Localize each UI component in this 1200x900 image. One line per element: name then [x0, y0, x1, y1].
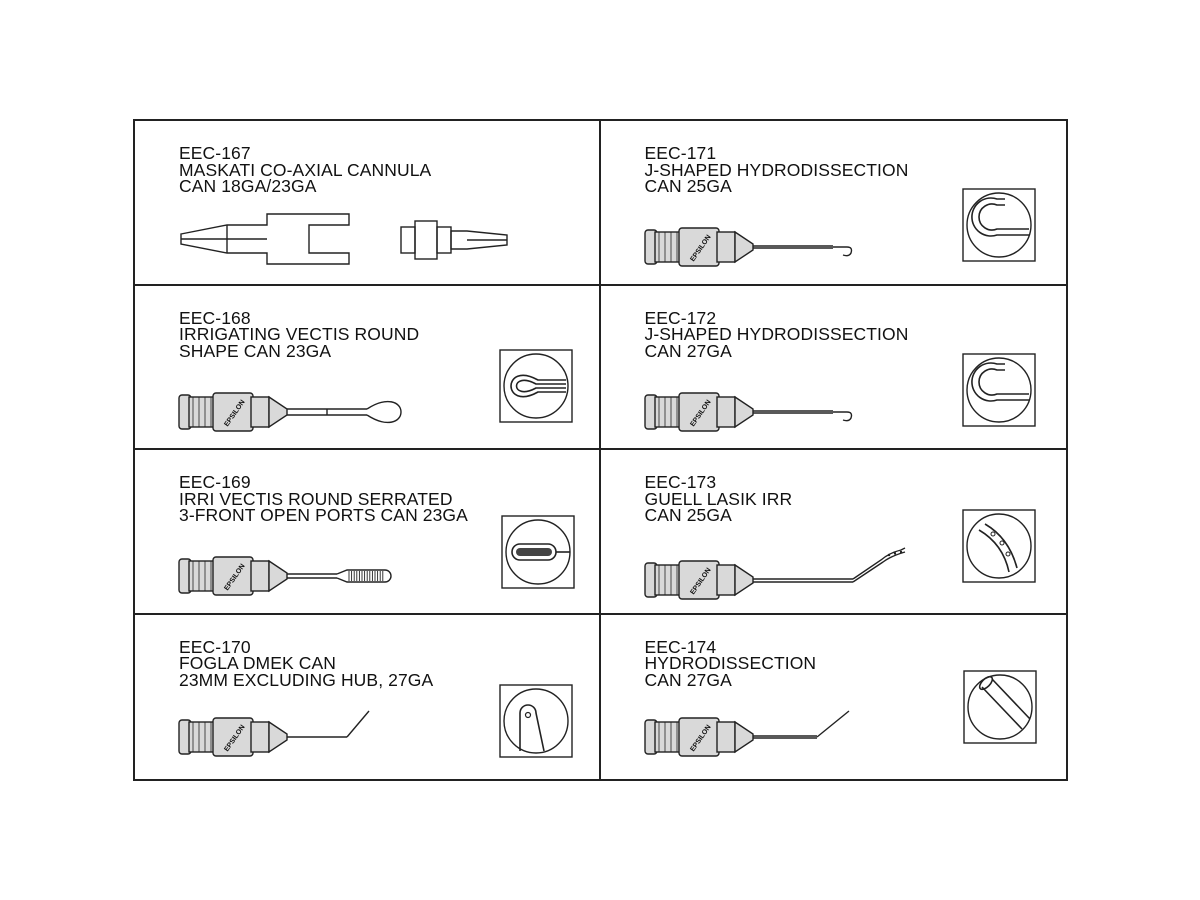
product-code: EEC-168 — [179, 307, 251, 328]
tip-detail-inset — [964, 671, 1036, 743]
product-name-line: SHAPE CAN 23GA — [179, 340, 332, 361]
product-cell — [601, 121, 1067, 286]
cannula-hub — [645, 561, 753, 599]
magnifier-circle — [504, 354, 568, 418]
product-text — [179, 145, 431, 195]
product-cell — [135, 121, 601, 286]
cannula-shaft — [753, 548, 905, 582]
hub-brand-label: EPSILON — [688, 233, 713, 264]
product-name-line: CAN 18GA/23GA — [179, 176, 317, 196]
cannula-shaft — [287, 570, 391, 582]
cannula-shaft — [753, 246, 852, 256]
hub-brand-label: EPSILON — [223, 562, 247, 593]
tip-detail-inset — [963, 354, 1035, 426]
product-cell — [601, 286, 1067, 451]
product-code: EEC-174 — [644, 636, 717, 657]
cannula-shaft — [287, 711, 369, 737]
magnifier-circle — [967, 358, 1031, 422]
product-name-line: GUELL LASIK IRR — [644, 488, 793, 509]
product-cell — [601, 450, 1067, 615]
magnifier-circle — [967, 193, 1031, 257]
product-name-line: 3-FRONT OPEN PORTS CAN 23GA — [179, 505, 468, 525]
product-name-line: MASKATI CO-AXIAL CANNULA — [179, 159, 432, 180]
tip-detail-inset — [963, 189, 1035, 261]
product-name-line: CAN 25GA — [644, 176, 732, 196]
cannula-hub — [179, 718, 287, 756]
product-name-line: CAN 27GA — [644, 340, 732, 361]
product-code: EEC-173 — [644, 472, 717, 492]
hub-brand-label: EPSILON — [688, 566, 713, 597]
cannula-shaft — [753, 711, 849, 738]
tip-detail-inset — [963, 510, 1035, 582]
tip-detail-inset — [502, 516, 574, 588]
product-cell — [135, 286, 601, 451]
cannula-hub — [645, 718, 753, 756]
product-code: EEC-169 — [179, 472, 251, 492]
product-name-line: 23MM EXCLUDING HUB, 27GA — [179, 669, 434, 690]
product-code: EEC-171 — [644, 143, 717, 163]
product-code: EEC-170 — [179, 636, 251, 657]
product-text — [179, 636, 434, 690]
product-name-line: CAN 27GA — [644, 669, 732, 690]
hub-brand-label: EPSILON — [688, 398, 713, 428]
cannula-hub — [179, 393, 287, 431]
cannula-hub — [645, 228, 753, 266]
coaxial-adapter — [401, 221, 507, 259]
product-catalog-grid — [133, 119, 1068, 781]
product-text — [644, 636, 817, 690]
product-name-line: HYDRODISSECTION — [644, 653, 817, 673]
product-name-line: FOGLA DMEK CAN — [179, 653, 336, 673]
hub-brand-label: EPSILON — [688, 723, 713, 753]
product-name-line: CAN 25GA — [644, 505, 732, 525]
product-name-line: IRRI VECTIS ROUND SERRATED — [179, 488, 453, 509]
hub-brand-label: EPSILON — [223, 398, 247, 428]
cannula-hub — [645, 393, 753, 431]
product-code: EEC-167 — [179, 143, 251, 163]
tip-detail-inset — [500, 685, 572, 757]
product-name-line: J-SHAPED HYDRODISSECTION — [644, 159, 909, 180]
product-cell — [601, 615, 1067, 780]
product-text — [645, 145, 909, 195]
coaxial-cannula — [181, 214, 349, 264]
hub-brand-label: EPSILON — [223, 723, 247, 753]
product-cell — [135, 450, 601, 615]
product-cell — [135, 615, 601, 780]
product-name-line: J-SHAPED HYDRODISSECTION — [644, 324, 909, 344]
product-text — [179, 307, 420, 361]
cannula-shaft — [287, 401, 401, 422]
tip-detail-inset — [500, 350, 572, 422]
product-text — [645, 474, 793, 524]
cannula-hub — [179, 557, 287, 595]
product-text — [179, 474, 468, 524]
product-text — [644, 307, 909, 361]
product-code: EEC-172 — [644, 307, 717, 328]
magnifier-circle — [967, 514, 1031, 578]
cannula-shaft — [753, 411, 852, 421]
product-name-line: IRRIGATING VECTIS ROUND — [179, 324, 420, 344]
magnifier-circle — [504, 689, 568, 753]
